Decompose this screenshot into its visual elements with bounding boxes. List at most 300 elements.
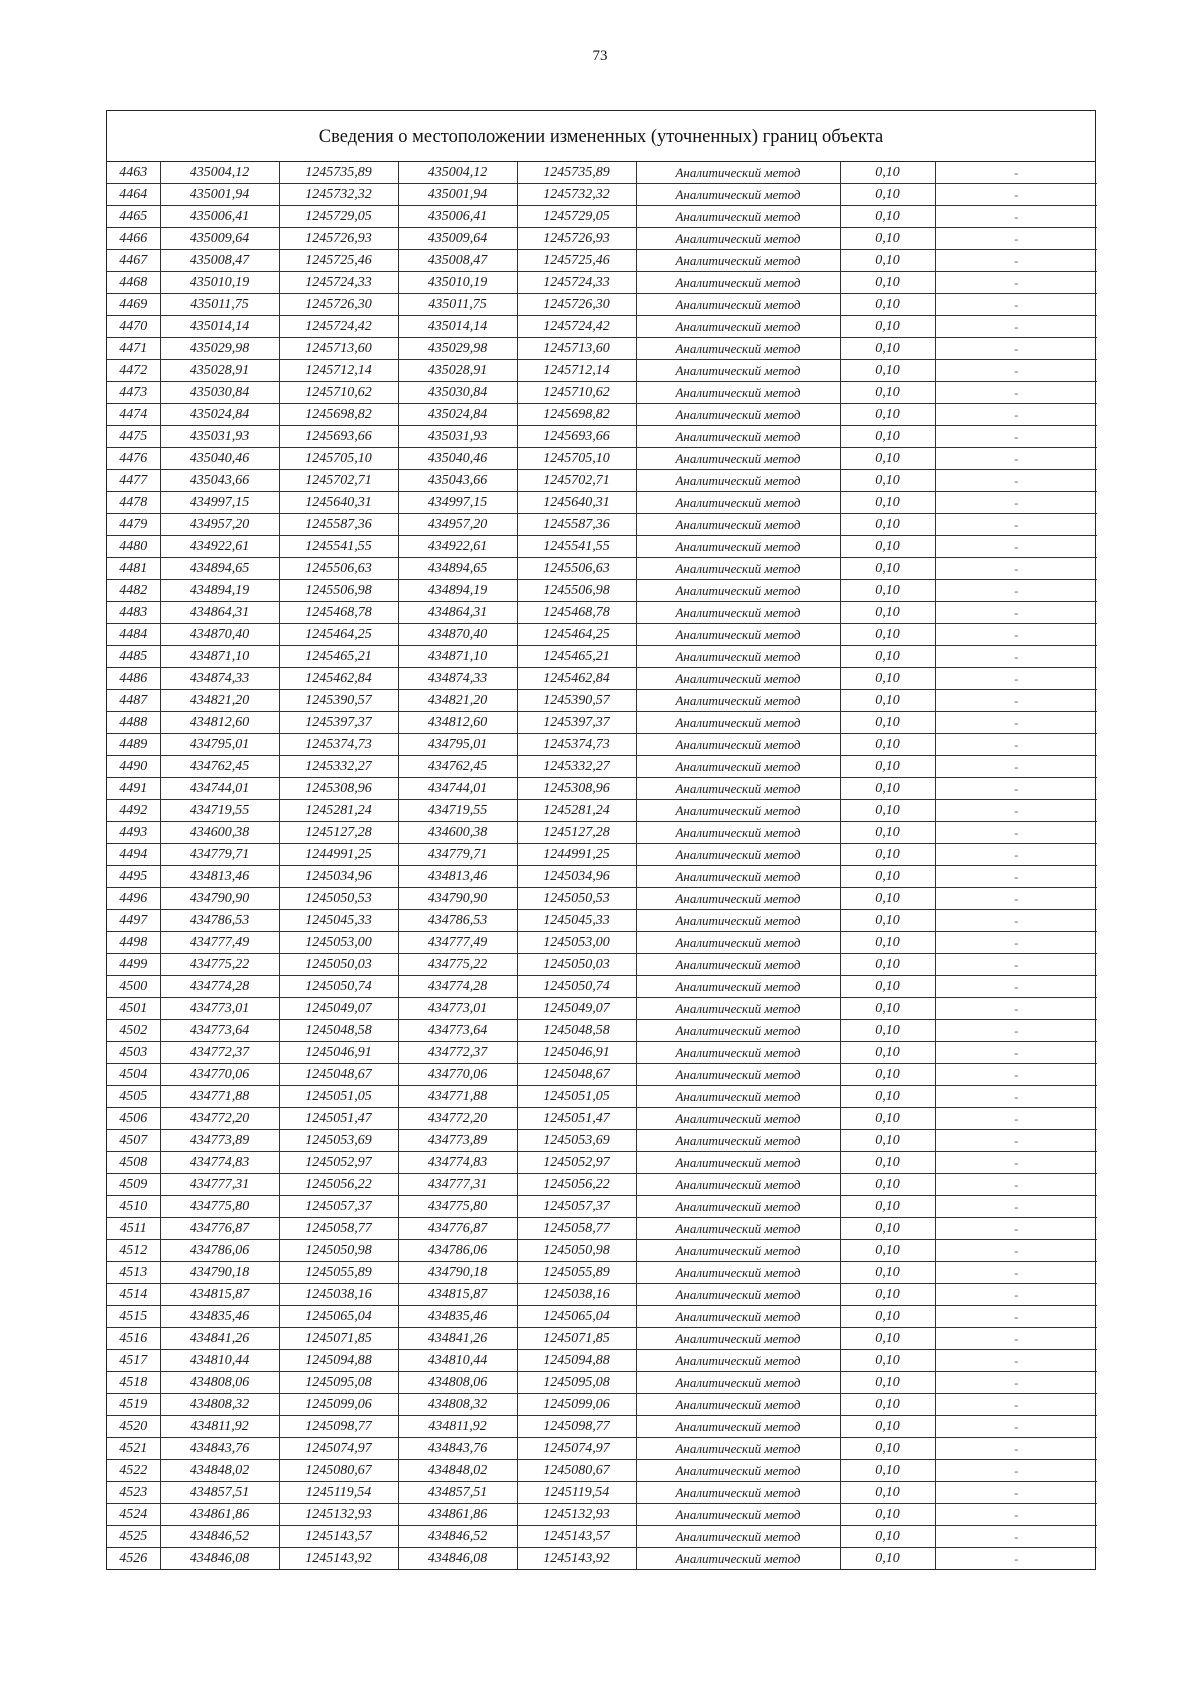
accuracy-cell: 0,10 (840, 1548, 935, 1570)
note-cell: - (935, 228, 1097, 250)
table-body (107, 162, 1097, 1569)
new-x-cell: 434812,60 (398, 712, 517, 734)
existing-y-cell: 1245702,71 (279, 470, 398, 492)
accuracy-cell: 0,10 (840, 1306, 935, 1328)
table-row (107, 998, 1097, 1020)
point-number-cell: 4465 (107, 206, 160, 228)
note-cell: - (935, 602, 1097, 624)
accuracy-cell: 0,10 (840, 800, 935, 822)
new-y-cell: 1245056,22 (517, 1174, 636, 1196)
existing-y-cell: 1245050,98 (279, 1240, 398, 1262)
note-cell: - (935, 1482, 1097, 1504)
note-cell: - (935, 800, 1097, 822)
accuracy-cell: 0,10 (840, 1284, 935, 1306)
table-row (107, 602, 1097, 624)
point-number-cell: 4490 (107, 756, 160, 778)
existing-y-cell: 1245587,36 (279, 514, 398, 536)
new-x-cell: 434841,26 (398, 1328, 517, 1350)
existing-y-cell: 1245390,57 (279, 690, 398, 712)
point-number-cell: 4497 (107, 910, 160, 932)
accuracy-cell: 0,10 (840, 1416, 935, 1438)
new-y-cell: 1245080,67 (517, 1460, 636, 1482)
existing-y-cell: 1245127,28 (279, 822, 398, 844)
existing-x-cell: 435031,93 (160, 426, 279, 448)
existing-y-cell: 1245048,58 (279, 1020, 398, 1042)
note-cell: - (935, 734, 1097, 756)
new-y-cell: 1245058,77 (517, 1218, 636, 1240)
existing-x-cell: 434835,46 (160, 1306, 279, 1328)
table-row (107, 162, 1097, 184)
point-number-cell: 4514 (107, 1284, 160, 1306)
note-cell: - (935, 316, 1097, 338)
table-row (107, 1240, 1097, 1262)
accuracy-cell: 0,10 (840, 184, 935, 206)
method-cell: Аналитический метод (636, 1174, 840, 1196)
existing-y-cell: 1245735,89 (279, 162, 398, 184)
new-x-cell: 435004,12 (398, 162, 517, 184)
new-x-cell: 434813,46 (398, 866, 517, 888)
existing-x-cell: 434843,76 (160, 1438, 279, 1460)
new-x-cell: 434846,52 (398, 1526, 517, 1548)
accuracy-cell: 0,10 (840, 558, 935, 580)
new-x-cell: 434772,37 (398, 1042, 517, 1064)
note-cell: - (935, 536, 1097, 558)
note-cell: - (935, 932, 1097, 954)
point-number-cell: 4521 (107, 1438, 160, 1460)
existing-y-cell: 1245468,78 (279, 602, 398, 624)
accuracy-cell: 0,10 (840, 1108, 935, 1130)
existing-y-cell: 1245725,46 (279, 250, 398, 272)
point-number-cell: 4512 (107, 1240, 160, 1262)
existing-x-cell: 435006,41 (160, 206, 279, 228)
table-row (107, 448, 1097, 470)
existing-x-cell: 434773,01 (160, 998, 279, 1020)
note-cell: - (935, 1438, 1097, 1460)
table-row (107, 1218, 1097, 1240)
method-cell: Аналитический метод (636, 294, 840, 316)
existing-y-cell: 1245464,25 (279, 624, 398, 646)
accuracy-cell: 0,10 (840, 1482, 935, 1504)
new-y-cell: 1245712,14 (517, 360, 636, 382)
method-cell: Аналитический метод (636, 690, 840, 712)
new-x-cell: 435009,64 (398, 228, 517, 250)
existing-x-cell: 434808,06 (160, 1372, 279, 1394)
accuracy-cell: 0,10 (840, 602, 935, 624)
point-number-cell: 4486 (107, 668, 160, 690)
method-cell: Аналитический метод (636, 1416, 840, 1438)
accuracy-cell: 0,10 (840, 228, 935, 250)
method-cell: Аналитический метод (636, 1042, 840, 1064)
note-cell: - (935, 888, 1097, 910)
accuracy-cell: 0,10 (840, 976, 935, 998)
new-x-cell: 434997,15 (398, 492, 517, 514)
table-row (107, 800, 1097, 822)
new-x-cell: 434774,28 (398, 976, 517, 998)
new-x-cell: 434776,87 (398, 1218, 517, 1240)
method-cell: Аналитический метод (636, 426, 840, 448)
table-row (107, 910, 1097, 932)
existing-y-cell: 1245732,32 (279, 184, 398, 206)
table-row (107, 778, 1097, 800)
table-row (107, 272, 1097, 294)
new-y-cell: 1245397,37 (517, 712, 636, 734)
existing-x-cell: 434719,55 (160, 800, 279, 822)
new-x-cell: 434846,08 (398, 1548, 517, 1570)
new-y-cell: 1245640,31 (517, 492, 636, 514)
new-x-cell: 434811,92 (398, 1416, 517, 1438)
accuracy-cell: 0,10 (840, 1130, 935, 1152)
note-cell: - (935, 448, 1097, 470)
method-cell: Аналитический метод (636, 756, 840, 778)
existing-y-cell: 1245693,66 (279, 426, 398, 448)
existing-y-cell: 1245332,27 (279, 756, 398, 778)
method-cell: Аналитический метод (636, 734, 840, 756)
existing-x-cell: 434774,28 (160, 976, 279, 998)
note-cell: - (935, 624, 1097, 646)
table-row (107, 492, 1097, 514)
point-number-cell: 4484 (107, 624, 160, 646)
accuracy-cell: 0,10 (840, 998, 935, 1020)
accuracy-cell: 0,10 (840, 668, 935, 690)
accuracy-cell: 0,10 (840, 1064, 935, 1086)
existing-x-cell: 435028,91 (160, 360, 279, 382)
existing-y-cell: 1245046,91 (279, 1042, 398, 1064)
note-cell: - (935, 1306, 1097, 1328)
existing-y-cell: 1245724,33 (279, 272, 398, 294)
existing-y-cell: 1245038,16 (279, 1284, 398, 1306)
existing-y-cell: 1245374,73 (279, 734, 398, 756)
existing-x-cell: 435008,47 (160, 250, 279, 272)
existing-y-cell: 1245465,21 (279, 646, 398, 668)
table-row (107, 1108, 1097, 1130)
existing-x-cell: 434744,01 (160, 778, 279, 800)
note-cell: - (935, 1196, 1097, 1218)
new-x-cell: 434772,20 (398, 1108, 517, 1130)
method-cell: Аналитический метод (636, 536, 840, 558)
point-number-cell: 4485 (107, 646, 160, 668)
point-number-cell: 4511 (107, 1218, 160, 1240)
point-number-cell: 4493 (107, 822, 160, 844)
note-cell: - (935, 1218, 1097, 1240)
point-number-cell: 4523 (107, 1482, 160, 1504)
table-row (107, 1548, 1097, 1570)
existing-x-cell: 434846,52 (160, 1526, 279, 1548)
method-cell: Аналитический метод (636, 910, 840, 932)
method-cell: Аналитический метод (636, 712, 840, 734)
method-cell: Аналитический метод (636, 1108, 840, 1130)
point-number-cell: 4517 (107, 1350, 160, 1372)
point-number-cell: 4478 (107, 492, 160, 514)
point-number-cell: 4510 (107, 1196, 160, 1218)
note-cell: - (935, 1416, 1097, 1438)
note-cell: - (935, 382, 1097, 404)
existing-y-cell: 1245726,30 (279, 294, 398, 316)
accuracy-cell: 0,10 (840, 1240, 935, 1262)
existing-x-cell: 434795,01 (160, 734, 279, 756)
existing-x-cell: 434864,31 (160, 602, 279, 624)
point-number-cell: 4518 (107, 1372, 160, 1394)
new-y-cell: 1245726,30 (517, 294, 636, 316)
existing-y-cell: 1245462,84 (279, 668, 398, 690)
existing-x-cell: 434775,80 (160, 1196, 279, 1218)
accuracy-cell: 0,10 (840, 162, 935, 184)
note-cell: - (935, 822, 1097, 844)
method-cell: Аналитический метод (636, 316, 840, 338)
point-number-cell: 4477 (107, 470, 160, 492)
point-number-cell: 4502 (107, 1020, 160, 1042)
method-cell: Аналитический метод (636, 514, 840, 536)
accuracy-cell: 0,10 (840, 294, 935, 316)
table-row (107, 1284, 1097, 1306)
existing-y-cell: 1245698,82 (279, 404, 398, 426)
note-cell: - (935, 162, 1097, 184)
method-cell: Аналитический метод (636, 1394, 840, 1416)
table-row (107, 228, 1097, 250)
new-y-cell: 1245055,89 (517, 1262, 636, 1284)
note-cell: - (935, 1284, 1097, 1306)
new-x-cell: 434744,01 (398, 778, 517, 800)
table-row (107, 712, 1097, 734)
new-x-cell: 435010,19 (398, 272, 517, 294)
method-cell: Аналитический метод (636, 470, 840, 492)
new-y-cell: 1245050,98 (517, 1240, 636, 1262)
table-row (107, 404, 1097, 426)
point-number-cell: 4472 (107, 360, 160, 382)
existing-x-cell: 435010,19 (160, 272, 279, 294)
point-number-cell: 4507 (107, 1130, 160, 1152)
coordinates-table (107, 162, 1097, 1569)
existing-x-cell: 434775,22 (160, 954, 279, 976)
new-y-cell: 1245506,98 (517, 580, 636, 602)
table-row (107, 1350, 1097, 1372)
point-number-cell: 4475 (107, 426, 160, 448)
note-cell: - (935, 1262, 1097, 1284)
accuracy-cell: 0,10 (840, 1394, 935, 1416)
new-x-cell: 434773,64 (398, 1020, 517, 1042)
accuracy-cell: 0,10 (840, 360, 935, 382)
new-y-cell: 1245045,33 (517, 910, 636, 932)
new-y-cell: 1245050,03 (517, 954, 636, 976)
table-row (107, 734, 1097, 756)
note-cell: - (935, 1152, 1097, 1174)
existing-x-cell: 435040,46 (160, 448, 279, 470)
table-row (107, 1042, 1097, 1064)
existing-x-cell: 434772,37 (160, 1042, 279, 1064)
new-y-cell: 1245332,27 (517, 756, 636, 778)
method-cell: Аналитический метод (636, 1548, 840, 1570)
note-cell: - (935, 844, 1097, 866)
existing-x-cell: 434808,32 (160, 1394, 279, 1416)
accuracy-cell: 0,10 (840, 690, 935, 712)
existing-x-cell: 434815,87 (160, 1284, 279, 1306)
accuracy-cell: 0,10 (840, 1438, 935, 1460)
point-number-cell: 4481 (107, 558, 160, 580)
table-row (107, 1306, 1097, 1328)
table-row (107, 1328, 1097, 1350)
existing-y-cell: 1245143,57 (279, 1526, 398, 1548)
existing-x-cell: 434821,20 (160, 690, 279, 712)
accuracy-cell: 0,10 (840, 338, 935, 360)
table-row (107, 954, 1097, 976)
table-row (107, 690, 1097, 712)
method-cell: Аналитический метод (636, 1152, 840, 1174)
accuracy-cell: 0,10 (840, 1460, 935, 1482)
existing-y-cell: 1245052,97 (279, 1152, 398, 1174)
point-number-cell: 4504 (107, 1064, 160, 1086)
table-row (107, 976, 1097, 998)
existing-x-cell: 434894,65 (160, 558, 279, 580)
new-x-cell: 434777,49 (398, 932, 517, 954)
page-number: 73 (592, 48, 608, 64)
point-number-cell: 4524 (107, 1504, 160, 1526)
accuracy-cell: 0,10 (840, 1174, 935, 1196)
existing-x-cell: 434857,51 (160, 1482, 279, 1504)
point-number-cell: 4494 (107, 844, 160, 866)
new-y-cell: 1245587,36 (517, 514, 636, 536)
table-row (107, 1416, 1097, 1438)
existing-y-cell: 1245074,97 (279, 1438, 398, 1460)
new-y-cell: 1245713,60 (517, 338, 636, 360)
new-x-cell: 434773,01 (398, 998, 517, 1020)
existing-y-cell: 1245045,33 (279, 910, 398, 932)
point-number-cell: 4495 (107, 866, 160, 888)
new-x-cell: 434808,32 (398, 1394, 517, 1416)
point-number-cell: 4513 (107, 1262, 160, 1284)
new-x-cell: 434874,33 (398, 668, 517, 690)
new-y-cell: 1245724,33 (517, 272, 636, 294)
existing-x-cell: 434812,60 (160, 712, 279, 734)
point-number-cell: 4473 (107, 382, 160, 404)
method-cell: Аналитический метод (636, 250, 840, 272)
point-number-cell: 4469 (107, 294, 160, 316)
note-cell: - (935, 1504, 1097, 1526)
note-cell: - (935, 690, 1097, 712)
existing-x-cell: 434841,26 (160, 1328, 279, 1350)
accuracy-cell: 0,10 (840, 1042, 935, 1064)
point-number-cell: 4501 (107, 998, 160, 1020)
existing-x-cell: 434773,89 (160, 1130, 279, 1152)
table-row (107, 866, 1097, 888)
new-y-cell: 1245506,63 (517, 558, 636, 580)
existing-x-cell: 434776,87 (160, 1218, 279, 1240)
accuracy-cell: 0,10 (840, 624, 935, 646)
table-row (107, 382, 1097, 404)
method-cell: Аналитический метод (636, 448, 840, 470)
note-cell: - (935, 1020, 1097, 1042)
note-cell: - (935, 184, 1097, 206)
accuracy-cell: 0,10 (840, 756, 935, 778)
existing-y-cell: 1245308,96 (279, 778, 398, 800)
new-x-cell: 434843,76 (398, 1438, 517, 1460)
method-cell: Аналитический метод (636, 624, 840, 646)
method-cell: Аналитический метод (636, 646, 840, 668)
new-y-cell: 1245094,88 (517, 1350, 636, 1372)
new-y-cell: 1245053,69 (517, 1130, 636, 1152)
existing-x-cell: 434772,20 (160, 1108, 279, 1130)
existing-x-cell: 434771,88 (160, 1086, 279, 1108)
table-row (107, 844, 1097, 866)
new-x-cell: 434770,06 (398, 1064, 517, 1086)
existing-x-cell: 434777,49 (160, 932, 279, 954)
accuracy-cell: 0,10 (840, 844, 935, 866)
accuracy-cell: 0,10 (840, 426, 935, 448)
note-cell: - (935, 1350, 1097, 1372)
new-y-cell: 1245468,78 (517, 602, 636, 624)
accuracy-cell: 0,10 (840, 1504, 935, 1526)
new-y-cell: 1245074,97 (517, 1438, 636, 1460)
existing-y-cell: 1245640,31 (279, 492, 398, 514)
existing-x-cell: 434777,31 (160, 1174, 279, 1196)
new-x-cell: 434861,86 (398, 1504, 517, 1526)
note-cell: - (935, 338, 1097, 360)
new-x-cell: 434771,88 (398, 1086, 517, 1108)
existing-y-cell: 1245056,22 (279, 1174, 398, 1196)
method-cell: Аналитический метод (636, 228, 840, 250)
table-row (107, 294, 1097, 316)
existing-y-cell: 1245051,47 (279, 1108, 398, 1130)
point-number-cell: 4505 (107, 1086, 160, 1108)
table-title: Сведения о местоположении измененных (уточненных) границ объекта (107, 111, 1095, 162)
boundary-table (106, 110, 1096, 1570)
new-y-cell: 1245143,57 (517, 1526, 636, 1548)
note-cell: - (935, 668, 1097, 690)
note-cell: - (935, 998, 1097, 1020)
note-cell: - (935, 558, 1097, 580)
table-row (107, 888, 1097, 910)
table-row (107, 558, 1097, 580)
new-x-cell: 435029,98 (398, 338, 517, 360)
new-y-cell: 1245053,00 (517, 932, 636, 954)
method-cell: Аналитический метод (636, 1218, 840, 1240)
table-row (107, 1064, 1097, 1086)
new-y-cell: 1245464,25 (517, 624, 636, 646)
new-y-cell: 1245038,16 (517, 1284, 636, 1306)
note-cell: - (935, 1042, 1097, 1064)
table-row (107, 1174, 1097, 1196)
existing-x-cell: 434811,92 (160, 1416, 279, 1438)
new-y-cell: 1245705,10 (517, 448, 636, 470)
new-x-cell: 434894,19 (398, 580, 517, 602)
new-x-cell: 434600,38 (398, 822, 517, 844)
accuracy-cell: 0,10 (840, 1372, 935, 1394)
new-y-cell: 1245724,42 (517, 316, 636, 338)
new-x-cell: 434894,65 (398, 558, 517, 580)
method-cell: Аналитический метод (636, 778, 840, 800)
existing-y-cell: 1245053,00 (279, 932, 398, 954)
note-cell: - (935, 1372, 1097, 1394)
point-number-cell: 4516 (107, 1328, 160, 1350)
method-cell: Аналитический метод (636, 844, 840, 866)
new-x-cell: 434864,31 (398, 602, 517, 624)
table-row (107, 822, 1097, 844)
accuracy-cell: 0,10 (840, 272, 935, 294)
new-x-cell: 435031,93 (398, 426, 517, 448)
table-row (107, 1372, 1097, 1394)
existing-x-cell: 434871,10 (160, 646, 279, 668)
accuracy-cell: 0,10 (840, 316, 935, 338)
new-x-cell: 435030,84 (398, 382, 517, 404)
existing-x-cell: 435011,75 (160, 294, 279, 316)
existing-y-cell: 1245710,62 (279, 382, 398, 404)
note-cell: - (935, 206, 1097, 228)
accuracy-cell: 0,10 (840, 910, 935, 932)
table-row (107, 1526, 1097, 1548)
new-y-cell: 1245034,96 (517, 866, 636, 888)
accuracy-cell: 0,10 (840, 206, 935, 228)
new-y-cell: 1245098,77 (517, 1416, 636, 1438)
existing-y-cell: 1245050,74 (279, 976, 398, 998)
method-cell: Аналитический метод (636, 1438, 840, 1460)
